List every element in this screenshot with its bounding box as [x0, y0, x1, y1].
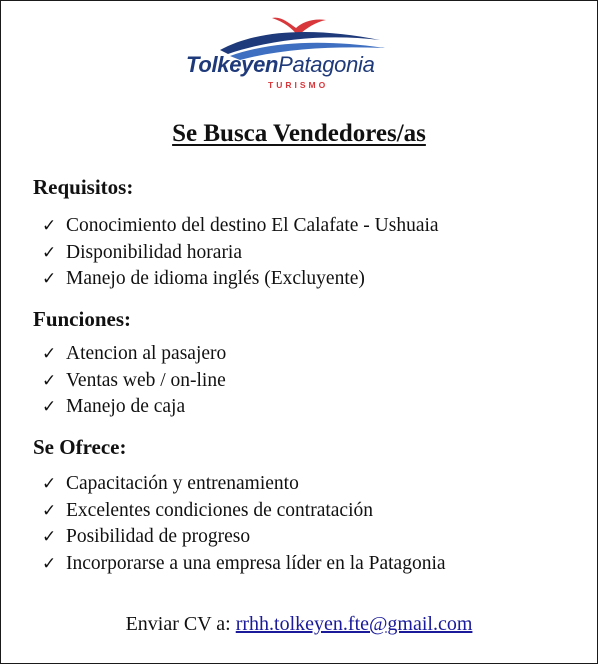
contact-label: Enviar CV a: — [125, 613, 231, 635]
check-icon: ✓ — [42, 500, 57, 521]
email-link[interactable]: rrhh.tolkeyen.fte@gmail.com — [235, 613, 473, 635]
check-icon: ✓ — [42, 527, 57, 547]
list-item: ✓ Conocimiento del destino El Calafate - Ushuaia — [42, 213, 439, 240]
section-requisitos-heading: Requisitos: — [33, 175, 134, 199]
list-item: ✓ Disponibilidad horaria — [42, 240, 439, 267]
check-icon: ✓ — [42, 370, 57, 391]
requisitos-list — [42, 213, 439, 293]
check-icon: ✓ — [42, 344, 57, 364]
check-icon: ✓ — [42, 269, 57, 289]
list-item: ✓ Atencion al pasajero — [42, 341, 226, 368]
check-icon: ✓ — [42, 242, 57, 263]
list-item: ✓ Posibilidad de progreso — [42, 524, 446, 551]
check-icon: ✓ — [42, 553, 57, 574]
list-item: ✓ Manejo de idioma inglés (Excluyente) — [42, 266, 439, 293]
contact-line — [0, 613, 598, 636]
list-item: ✓ Ventas web / on-line — [42, 368, 226, 395]
check-icon: ✓ — [42, 397, 57, 417]
list-item: ✓ Capacitación y entrenamiento — [42, 471, 446, 498]
company-logo — [180, 10, 400, 95]
list-item: ✓ Incorporarse a una empresa líder en la Patagonia — [42, 551, 446, 578]
list-item: ✓ Manejo de caja — [42, 394, 226, 421]
funciones-list — [42, 341, 226, 421]
section-ofrece-heading: Se Ofrece: — [33, 435, 127, 459]
ofrece-list — [42, 471, 446, 577]
brand-tagline: TURISMO — [268, 80, 329, 90]
section-funciones-heading: Funciones: — [33, 307, 132, 331]
list-item: ✓ Excelentes condiciones de contratación — [42, 498, 446, 525]
brand-name: TolkeyenPatagonia — [186, 52, 375, 77]
page-title: Se Busca Vendedores/as — [172, 120, 426, 147]
check-icon: ✓ — [42, 216, 57, 236]
check-icon: ✓ — [42, 474, 57, 494]
